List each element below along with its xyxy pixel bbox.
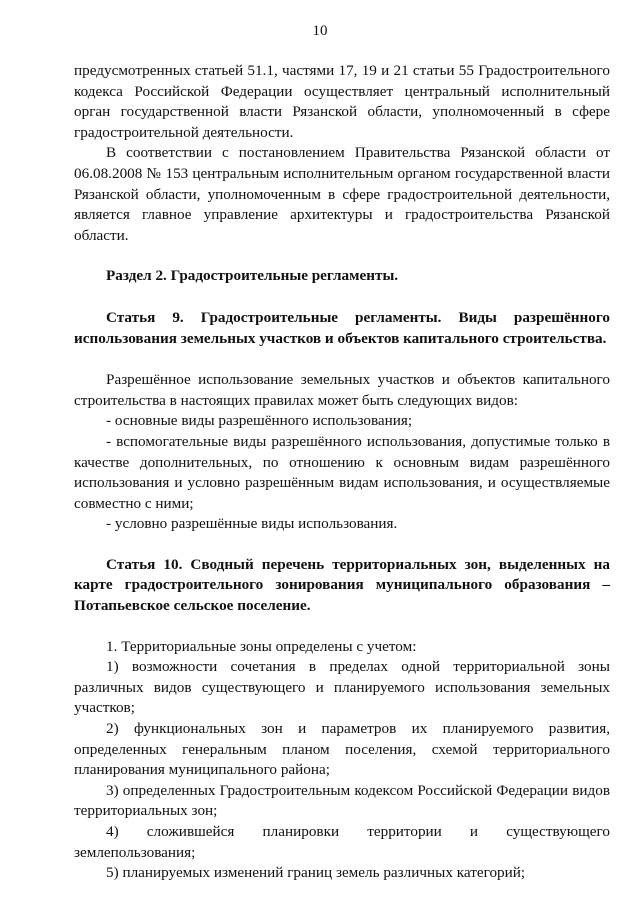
document-body — [74, 61, 610, 884]
article-10-item-1: 1. Территориальные зоны определены с учетом: — [106, 637, 417, 655]
article-9-item-main: - основные виды разрешённого использования; — [106, 412, 413, 430]
article-10-subitem-4: 4) сложившейся планировки территории и существующего землепользования; — [74, 823, 610, 861]
article-10-subitem-3: 3) определенных Градостроительным кодексом Российской Федерации видов территориальных зон; — [74, 781, 610, 820]
article-10-subitem-1: 1) возможности сочетания в пределах одной территориальной зоны различных видов существующего и планируемого использования земельных участков; — [74, 658, 610, 717]
article-9-intro: Разрешённое использование земельных участков и объектов капитального строительства в настоящих правилах может быть следующих видов: — [74, 371, 610, 409]
article-10-subitem-5: 5) планируемых изменений границ земель различных категорий; — [106, 864, 526, 882]
article-9-item-auxiliary: - вспомогательные виды разрешённого использования, допустимые только в качестве дополнительных, по отношению к основным видам разрешённого использования и условно разрешённым видам использования, и осуществляемые совместно с ними; — [74, 432, 610, 512]
page-number: 10 — [312, 23, 328, 39]
paragraph-continuation: предусмотренных статьей 51.1, частями 17, 19 и 21 статьи 55 Градостроительного кодекса Российской Федерации осуществляет центральный исполнительный орган государственной власти Рязанской области, уполномоченный в сфере градостроительной деятельности. — [74, 62, 610, 141]
article-10-subitem-2: 2) функциональных зон и параметров их планируемого развития, определенных генеральным планом поселения, схемой территориального планирования муниципального района; — [74, 720, 610, 779]
article-9-item-conditional: - условно разрешённые виды использования. — [106, 515, 398, 533]
article-9-heading: Статья 9. Градостроительные регламенты. Виды разрешённого использования земельных участков и объектов капитального строительства. — [74, 308, 610, 347]
article-10-heading: Статья 10. Сводный перечень территориальных зон, выделенных на карте градостроительного зонирования муниципального образования – Потапьевское сельское поселение. — [74, 555, 610, 615]
paragraph-resolution: В соответствии с постановлением Правительства Рязанской области от 06.08.2008 № 153 центральным исполнительным органом государственной власти Рязанской области, уполномоченным в сфере градостроительной деятельности, является главное управление архитектуры и градостроительства Рязанской области. — [74, 144, 610, 244]
section-2-heading: Раздел 2. Градостроительные регламенты. — [106, 267, 399, 285]
